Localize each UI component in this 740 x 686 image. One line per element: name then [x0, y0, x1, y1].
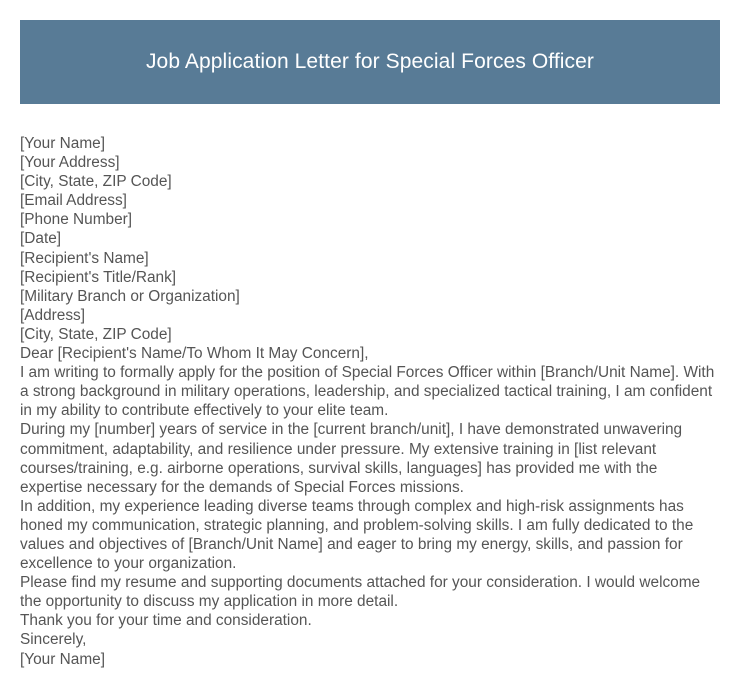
sender-email: [Email Address] [20, 192, 127, 210]
sender-phone: [Phone Number] [20, 211, 133, 229]
body-paragraph-1: I am writing to formally apply for the position of Special Forces Officer within [Branch/Unit Name]. With a strong background in military operations, leadership, and specialized tactical training, I am confident in my ability to contribute effectively to your elite team. [20, 364, 715, 420]
letter-body [20, 134, 720, 669]
sender-name: [Your Name] [20, 135, 105, 152]
signature-name: [Your Name] [20, 650, 105, 668]
closing: Sincerely, [20, 631, 87, 649]
recipient-name: [Recipient's Name] [20, 249, 149, 267]
body-paragraph-2: During my [number] years of service in the [current branch/unit], I have demonstrated unwavering commitment, adaptability, and resilience under pressure. My extensive training in [list relevant courses/training, e.g. airborne operations, survival skills, languages] has provided me with the expertise necessary for the demands of Special Forces missions. [20, 421, 683, 496]
body-paragraph-3: In addition, my experience leading diverse teams through complex and high-risk assignments has honed my communication, strategic planning, and problem-solving skills. I am fully dedicated to the values and objectives of [Branch/Unit Name] and eager to bring my energy, skills, and passion for excellence to your organization. [20, 497, 694, 573]
sender-city: [City, State, ZIP Code] [20, 173, 172, 191]
recipient-organization: [Military Branch or Organization] [20, 287, 240, 305]
salutation: Dear [Recipient's Name/To Whom It May Concern], [20, 345, 369, 363]
page-title: Job Application Letter for Special Forces Officer [145, 50, 595, 73]
body-paragraph-5: Thank you for your time and consideration. [20, 612, 312, 630]
recipient-address: [Address] [20, 306, 86, 324]
recipient-title: [Recipient's Title/Rank] [20, 268, 177, 286]
letter-date: [Date] [20, 230, 62, 248]
sender-address: [Your Address] [20, 154, 120, 172]
title-banner [20, 20, 720, 104]
body-paragraph-4: Please find my resume and supporting documents attached for your consideration. I would welcome the opportunity to discuss my application in more detail. [20, 574, 701, 611]
recipient-city: [City, State, ZIP Code] [20, 325, 172, 343]
